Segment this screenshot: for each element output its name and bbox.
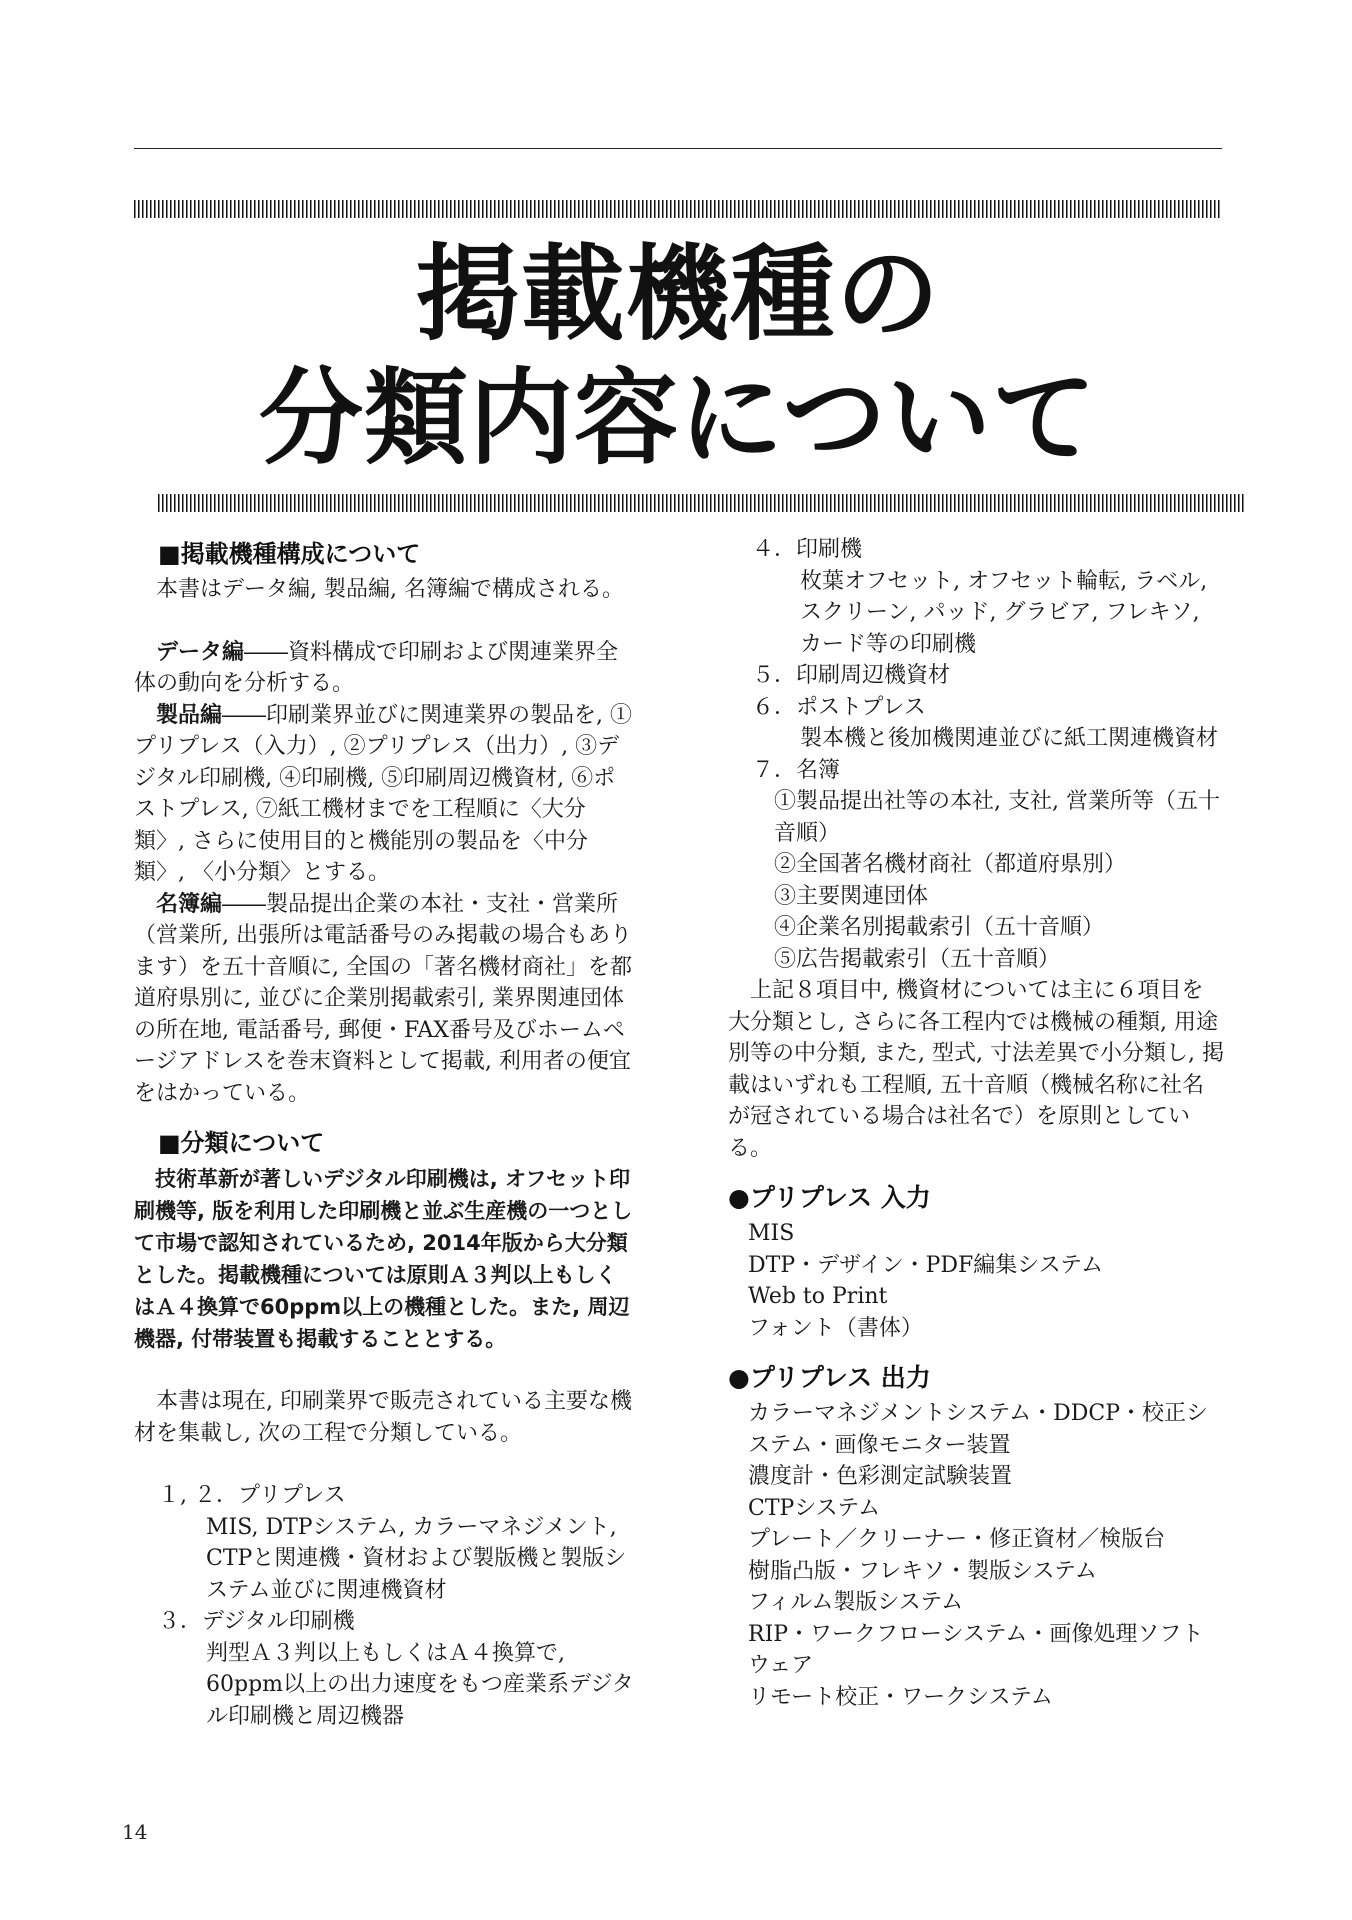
item-7-sub: ②全国著名機材商社（都道府県別）: [774, 852, 1127, 877]
top-rule: [134, 148, 1222, 149]
input-item: MIS: [748, 1221, 795, 1246]
heading-prepress-input: ●プリプレス 入力: [728, 1183, 931, 1212]
output-item: 濃度計・色彩測定試験装置: [748, 1464, 1013, 1489]
input-item: Web to Print: [748, 1284, 888, 1309]
item-4-body: 枚葉オフセット, オフセット輪転, ラベル, スクリーン, パッド, グラビア, フレキソ, カード等の印刷機: [800, 568, 1208, 657]
item-7-sub: ④企業名別掲載索引（五十音順）: [774, 915, 1105, 940]
item-1-2-body: MIS, DTPシステム, カラーマネジメント, CTPと関連機・資材および製版機と製版システム並びに関連機資材: [206, 1514, 627, 1603]
heading-prepress-output: ●プリプレス 出力: [728, 1363, 931, 1392]
hatch-band-bottom: [158, 494, 1246, 512]
product-text: ――印刷業界並びに関連業界の製品を, ①プリプレス（入力）, ②プリプレス（出力）, ③デジタル印刷機, ④印刷機, ⑤印刷周辺機資材, ⑥ポストプレス, ⑦紙工機材までを工程順に〈大分類〉, さらに使用目的と機能別の製品を〈中分類〉, 〈小分類〉とする。: [134, 702, 633, 885]
item-6-body: 製本機と後加機関連並びに紙工関連機資材: [800, 726, 1219, 751]
item-1-2-title: １, ２．プリプレス: [158, 1483, 346, 1508]
output-item: リモート校正・ワークシステム: [748, 1684, 1053, 1710]
hatch-band-top: [134, 200, 1222, 218]
item-4-title: ４．印刷機: [752, 537, 863, 562]
process-intro: 本書は現在, 印刷業界で販売されている主要な機材を集載し, 次の工程で分類している。: [134, 1389, 632, 1446]
item-3-title: ３．デジタル印刷機: [158, 1609, 355, 1634]
directory-text: ――製品提出企業の本社・支社・営業所（営業所, 出張所は電話番号のみ掲載の場合もあります）を五十音順に, 全国の「著名機材商社」を都道府県別に, 並びに企業別掲載索引, 業界関連団体の所在地, 電話番号, 郵便・FAX番号及びホームページアドレスを巻末資料として掲載, 利用者の便宜をはかっている。: [134, 891, 632, 1106]
data-text: ――資料構成で印刷および関連業界全体の動向を分析する。: [134, 639, 619, 696]
left-column: [134, 534, 634, 1732]
title-line-1: 掲載機種の: [415, 233, 941, 355]
output-item: 樹脂凸版・フレキソ・製版システム: [748, 1558, 1097, 1584]
item-6-title: ６．ポストプレス: [752, 694, 926, 720]
heading-classification: ■分類について: [158, 1129, 325, 1157]
item-7-sub: ③主要関連団体: [774, 883, 929, 909]
output-item: CTPシステム: [748, 1495, 881, 1521]
input-item: DTP・デザイン・PDF編集システム: [748, 1252, 1104, 1278]
output-item: フィルム製版システム: [748, 1590, 964, 1615]
output-item: プレート／クリーナー・修正資材／検版台: [748, 1527, 1166, 1552]
page-title: [134, 232, 1222, 480]
product-label: 製品編: [156, 702, 223, 728]
output-item: カラーマネジメントシステム・DDCP・校正システム・画像モニター装置: [748, 1401, 1209, 1458]
item-3-body: 判型Ａ３判以上もしくはＡ４換算で, 60ppm以上の出力速度をもつ産業系デジタル印刷機と周辺機器: [206, 1640, 634, 1729]
item-7-title: ７．名簿: [752, 757, 841, 783]
digital-press-note: 技術革新が著しいデジタル印刷機は, オフセット印刷機等, 版を利用した印刷機と並ぶ生産機の一つとして市場で認知されているため, 2014年版から大分類とした。掲載機種については原則Ａ３判以上もしくはＡ４換算で60ppm以上の機種とした。また, 周辺機器, 付帯装置も掲載することとする。: [134, 1167, 633, 1351]
output-item: RIP・ワークフローシステム・画像処理ソフトウェア: [748, 1621, 1204, 1678]
directory-section-para: [134, 889, 634, 1110]
page-number: 14: [122, 1820, 148, 1844]
item-7-sub: ①製品提出社等の本社, 支社, 営業所等（五十音順）: [774, 789, 1220, 846]
title-line-2: 分類内容について: [259, 357, 1097, 479]
summary-text: 上記８項目中, 機資材については主に６項目を大分類とし, さらに各工程内では機械の種類, 用途別等の中分類, また, 型式, 寸法差異で小分類し, 掲載はいずれも工程順, 五十音順（機械名称に社名が冠されている場合は社名で）を原則としている。: [728, 978, 1224, 1161]
input-item: フォント（書体）: [748, 1315, 923, 1341]
data-section-para: [134, 637, 634, 700]
directory-label: 名簿編: [156, 891, 223, 917]
item-7-sub: ⑤広告掲載索引（五十音順）: [774, 946, 1061, 972]
item-5-title: ５．印刷周辺機資材: [752, 663, 951, 688]
intro-text: 本書はデータ編, 製品編, 名簿編で構成される。: [156, 577, 624, 602]
heading-composition: ■掲載機種構成について: [158, 540, 421, 568]
data-label: データ編: [156, 639, 245, 665]
product-section-para: [134, 700, 634, 889]
right-column: [728, 534, 1224, 1713]
